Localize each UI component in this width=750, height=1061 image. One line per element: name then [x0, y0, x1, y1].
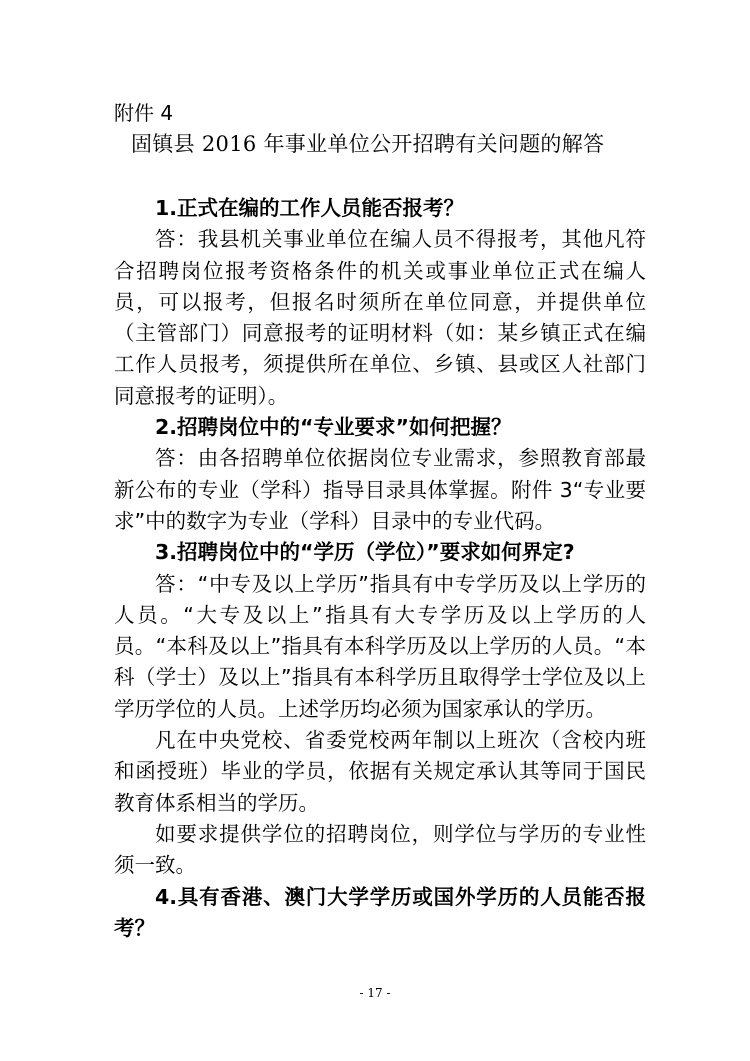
question-2: 2.招聘岗位中的“专业要求”如何把握？ [155, 415, 512, 440]
document-title: 固镇县 2016 年事业单位公开招聘有关问题的解答 [131, 132, 605, 156]
answer-2-paragraph-1: 答：由各招聘单位依据岗位专业需求，参照教育部最新公布的专业（学科）指导目录具体掌握。附件 3“专业要求”中的数字为专业（学科）目录中的专业代码。 [114, 446, 646, 533]
answer-3-paragraph-1: 答：“中专及以上学历”指具有中专学历及以上学历的人员。“大专及以上”指具有大专学历及以上学历的人员。“本科及以上”指具有本科学历及以上学历的人员。“本科（学士）及以上”指具有本科学历且取得学士学位及以上学历学位的人员。上述学历均必须为国家承认的学历。 [114, 571, 646, 721]
attachment-label: 附件 4 [114, 101, 174, 125]
answer-1-paragraph-1: 答：我县机关事业单位在编人员不得报考，其他凡符合招聘岗位报考资格条件的机关或事业单位正式在编人员，可以报考，但报名时须所在单位同意，并提供单位（主管部门）同意报考的证明材料（如：某乡镇正式在编工作人员报考，须提供所在单位、乡镇、县或区人社部门同意报考的证明）。 [114, 227, 646, 408]
question-1: 1.正式在编的工作人员能否报考？ [155, 196, 465, 220]
question-3: 3.招聘岗位中的“学历（学位）”要求如何界定? [155, 540, 575, 565]
document-body [114, 193, 646, 944]
question-4: 4.具有香港、澳门大学学历或国外学历的人员能否报考？ [114, 884, 646, 940]
answer-3-paragraph-2: 凡在中央党校、省委党校两年制以上班次（含校内班和函授班）毕业的学员，依据有关规定承认其等同于国民教育体系相当的学历。 [114, 728, 646, 815]
page-number: - 17 - [359, 986, 391, 1000]
answer-3-paragraph-3: 如要求提供学位的招聘岗位，则学位与学历的专业性须一致。 [114, 821, 646, 878]
